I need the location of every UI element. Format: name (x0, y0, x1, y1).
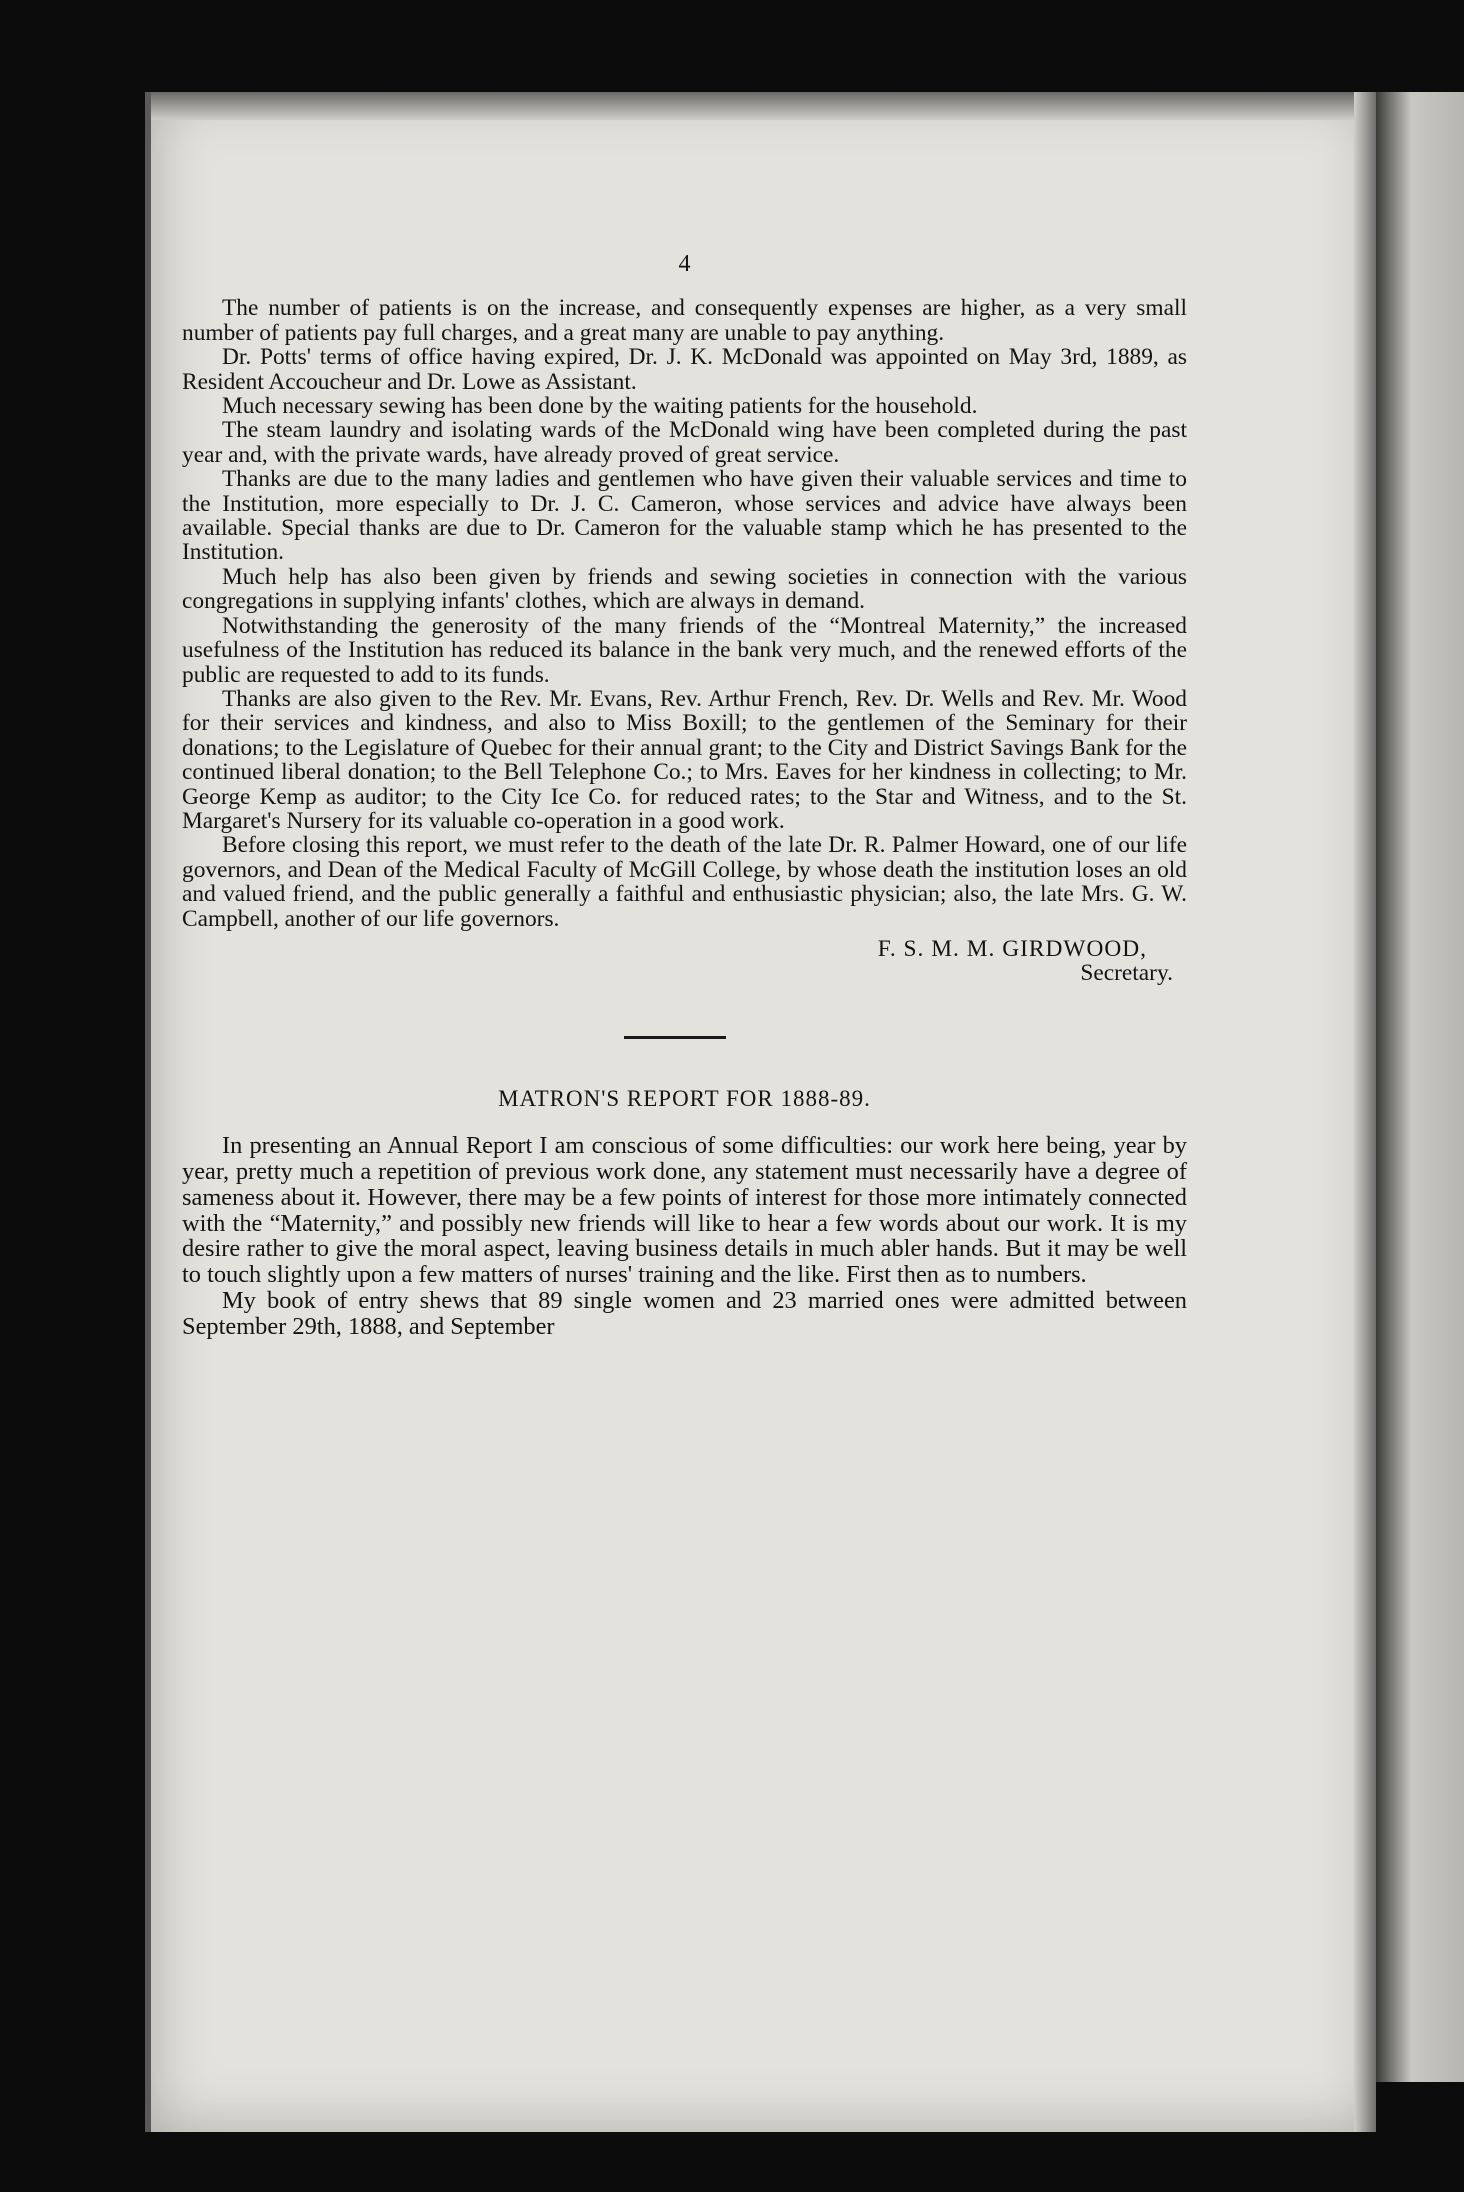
secretary-report (182, 296, 1187, 985)
page-gutter-shadow (1354, 92, 1376, 2132)
report-paragraph: Thanks are also given to the Rev. Mr. Evans, Rev. Arthur French, Rev. Dr. Wells and Rev. Mr. Wood for their services and kindness, and also to Miss Boxill; to the gentlemen of the Seminary for their donations; to the Legislature of Quebec for their annual grant; to the City and District Savings Bank for the continued liberal donation; to the Bell Telephone Co.; to Mrs. Eaves for her kindness in collecting; to Mr. George Kemp as auditor; to the City Ice Co. for reduced rates; to the Star and Witness, and to the St. Margaret's Nursery for its valuable co-operation in a good work. (182, 685, 1187, 834)
page-number: 4 (678, 251, 691, 277)
page-top-shadow (151, 92, 1376, 120)
signature-name: F. S. M. M. GIRDWOOD, (877, 935, 1147, 962)
report-paragraph: The number of patients is on the increase, and consequently expenses are higher, as a very small number of patients pay full charges, and a great many are unable to pay anything. (182, 295, 1187, 346)
matron-report (182, 1087, 1187, 1340)
report-paragraph: In presenting an Annual Report I am conscious of some difficulties: our work here being, year by year, pretty much a repetition of previous work done, any statement must necessarily have a degree of sameness about it. However, there may be a few points of interest for those more intimately connected with the “Maternity,” and possibly new friends will like to hear a few words about our work. It is my desire rather to give the moral aspect, leaving business details in much abler hands. But it may be well to touch slightly upon a few matters of nurses' training and the like. First then as to numbers. (182, 1132, 1187, 1289)
report-paragraph: Dr. Potts' terms of office having expired, Dr. J. K. McDonald was appointed on May 3rd, 1889, as Resident Accoucheur and Dr. Lowe as Assistant. (182, 344, 1187, 395)
signature-role: Secretary. (1080, 960, 1173, 987)
section-heading: MATRON'S REPORT FOR 1888-89. (498, 1085, 871, 1111)
report-paragraph: Before closing this report, we must refer to the death of the late Dr. R. Palmer Howard, one of our life governors, and Dean of the Medical Faculty of McGill College, by whose death the institution loses an old and valued friend, and the public generally a faithful and enthusiastic physician; also, the late Mrs. G. W. Campbell, another of our life governors. (182, 832, 1187, 932)
report-paragraph: Much help has also been given by friends and sewing societies in connection with the various congregations in supplying infants' clothes, which are always in demand. (182, 563, 1187, 615)
report-paragraph: The steam laundry and isolating wards of the McDonald wing have been completed during the past year and, with the private wards, have already proved of great service. (182, 417, 1187, 468)
section-divider (624, 1036, 726, 1039)
report-paragraph: Notwithstanding the generosity of the many friends of the “Montreal Maternity,” the increased usefulness of the Institution has reduced its balance in the bank very much, and the renewed efforts of the public are requested to add to its funds. (182, 612, 1187, 688)
page-text (182, 252, 1187, 1340)
report-paragraph: Thanks are due to the many ladies and gentlemen who have given their valuable services and time to the Institution, more especially to Dr. J. C. Cameron, whose services and advice have always been available. Special thanks are due to Dr. Cameron for the valuable stamp which he has presented to the Institution. (182, 466, 1187, 566)
report-paragraph: Much necessary sewing has been done by the waiting patients for the household. (222, 393, 978, 420)
facing-page-edge (1376, 92, 1464, 2082)
report-paragraph: My book of entry shews that 89 single women and 23 married ones were admitted between September 29th, 1888, and September (182, 1286, 1187, 1340)
